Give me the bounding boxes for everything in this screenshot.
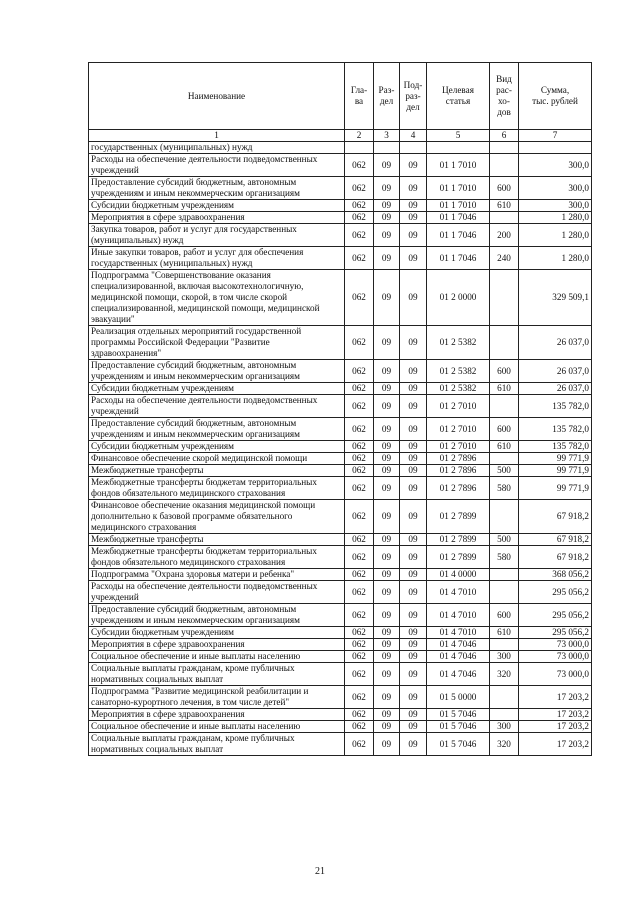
cell-podrazdel: 09 bbox=[400, 733, 427, 756]
column-number: 3 bbox=[374, 130, 400, 142]
cell-sum: 135 782,0 bbox=[519, 418, 592, 441]
cell-target: 01 2 7010 bbox=[427, 441, 490, 453]
cell-sum: 17 203,2 bbox=[519, 733, 592, 756]
cell-razdel: 09 bbox=[374, 627, 400, 639]
cell-podrazdel: 09 bbox=[400, 639, 427, 651]
cell-podrazdel: 09 bbox=[400, 453, 427, 465]
table-body bbox=[89, 142, 592, 756]
cell-sum: 17 203,2 bbox=[519, 709, 592, 721]
page-number: 21 bbox=[315, 866, 325, 877]
cell-sum: 135 782,0 bbox=[519, 441, 592, 453]
table-row bbox=[89, 212, 592, 224]
column-number: 7 bbox=[519, 130, 592, 142]
cell-glava: 062 bbox=[345, 477, 374, 500]
cell-glava: 062 bbox=[345, 383, 374, 395]
table-row bbox=[89, 360, 592, 383]
cell-name: Субсидии бюджетным учреждениям bbox=[89, 627, 345, 639]
cell-target: 01 2 0000 bbox=[427, 270, 490, 326]
cell-target: 01 4 7010 bbox=[427, 604, 490, 627]
header-row bbox=[89, 63, 592, 130]
cell-podrazdel: 09 bbox=[400, 709, 427, 721]
cell-vid: 600 bbox=[490, 360, 519, 383]
cell-vid: 320 bbox=[490, 663, 519, 686]
cell-name: Мероприятия в сфере здравоохранения bbox=[89, 709, 345, 721]
cell-glava: 062 bbox=[345, 686, 374, 709]
table-row bbox=[89, 154, 592, 177]
cell-sum: 67 918,2 bbox=[519, 534, 592, 546]
table-row bbox=[89, 142, 592, 154]
cell-vid: 610 bbox=[490, 200, 519, 212]
table-row bbox=[89, 395, 592, 418]
cell-target: 01 2 7899 bbox=[427, 534, 490, 546]
cell-podrazdel: 09 bbox=[400, 326, 427, 360]
cell-vid bbox=[490, 212, 519, 224]
cell-podrazdel: 09 bbox=[400, 441, 427, 453]
cell-podrazdel: 09 bbox=[400, 395, 427, 418]
cell-podrazdel: 09 bbox=[400, 212, 427, 224]
cell-sum bbox=[519, 142, 592, 154]
column-number: 4 bbox=[400, 130, 427, 142]
cell-glava: 062 bbox=[345, 212, 374, 224]
cell-name: Подпрограмма "Совершенствование оказания специализированной, включая высокотехнологичную, медицинской помощи, скорой, в том числе скорой специализированной, медицинской помощи, медицинской эвакуации" bbox=[89, 270, 345, 326]
cell-name: Подпрограмма "Развитие медицинской реабилитации и санаторно-курортного лечения, в том числе детей" bbox=[89, 686, 345, 709]
cell-name: Подпрограмма "Охрана здоровья матери и ребенка" bbox=[89, 569, 345, 581]
cell-target: 01 2 5382 bbox=[427, 383, 490, 395]
cell-target: 01 2 7896 bbox=[427, 453, 490, 465]
cell-sum: 26 037,0 bbox=[519, 360, 592, 383]
cell-sum: 67 918,2 bbox=[519, 546, 592, 569]
cell-target: 01 2 7010 bbox=[427, 395, 490, 418]
cell-sum: 295 056,2 bbox=[519, 627, 592, 639]
cell-razdel: 09 bbox=[374, 546, 400, 569]
cell-vid: 240 bbox=[490, 247, 519, 270]
table-row bbox=[89, 569, 592, 581]
cell-podrazdel: 09 bbox=[400, 569, 427, 581]
cell-name: Социальные выплаты гражданам, кроме публичных нормативных социальных выплат bbox=[89, 663, 345, 686]
cell-name: Социальное обеспечение и иные выплаты населению bbox=[89, 721, 345, 733]
cell-glava: 062 bbox=[345, 733, 374, 756]
cell-vid: 600 bbox=[490, 177, 519, 200]
cell-glava: 062 bbox=[345, 465, 374, 477]
cell-podrazdel: 09 bbox=[400, 418, 427, 441]
table-row bbox=[89, 477, 592, 500]
header-name: Наименование bbox=[89, 63, 345, 130]
cell-vid bbox=[490, 581, 519, 604]
table-row bbox=[89, 177, 592, 200]
cell-razdel: 09 bbox=[374, 651, 400, 663]
cell-target bbox=[427, 142, 490, 154]
cell-razdel: 09 bbox=[374, 733, 400, 756]
header-podrazdel: Под- раз- дел bbox=[400, 63, 427, 130]
cell-glava: 062 bbox=[345, 360, 374, 383]
cell-podrazdel: 09 bbox=[400, 651, 427, 663]
cell-target: 01 2 7010 bbox=[427, 418, 490, 441]
cell-vid: 500 bbox=[490, 465, 519, 477]
cell-sum: 26 037,0 bbox=[519, 326, 592, 360]
cell-vid bbox=[490, 639, 519, 651]
cell-razdel: 09 bbox=[374, 534, 400, 546]
cell-razdel: 09 bbox=[374, 212, 400, 224]
cell-name: Финансовое обеспечение оказания медицинской помощи дополнительно к базовой программе обязательного медицинского страхования bbox=[89, 500, 345, 534]
table-row bbox=[89, 733, 592, 756]
cell-sum: 135 782,0 bbox=[519, 395, 592, 418]
cell-razdel: 09 bbox=[374, 639, 400, 651]
cell-target: 01 1 7046 bbox=[427, 212, 490, 224]
cell-razdel: 09 bbox=[374, 383, 400, 395]
cell-glava: 062 bbox=[345, 639, 374, 651]
cell-name: Социальное обеспечение и иные выплаты населению bbox=[89, 651, 345, 663]
cell-name: Закупка товаров, работ и услуг для государственных (муниципальных) нужд bbox=[89, 224, 345, 247]
cell-sum: 73 000,0 bbox=[519, 651, 592, 663]
table-row bbox=[89, 383, 592, 395]
cell-sum: 295 056,2 bbox=[519, 581, 592, 604]
header-sum: Сумма, тыс. рублей bbox=[519, 63, 592, 130]
cell-razdel: 09 bbox=[374, 395, 400, 418]
cell-razdel: 09 bbox=[374, 200, 400, 212]
table-row bbox=[89, 500, 592, 534]
cell-sum: 99 771,9 bbox=[519, 465, 592, 477]
cell-podrazdel: 09 bbox=[400, 663, 427, 686]
cell-razdel: 09 bbox=[374, 686, 400, 709]
cell-glava: 062 bbox=[345, 546, 374, 569]
cell-vid: 610 bbox=[490, 441, 519, 453]
cell-name: Субсидии бюджетным учреждениям bbox=[89, 200, 345, 212]
cell-target: 01 2 7896 bbox=[427, 477, 490, 500]
cell-glava: 062 bbox=[345, 651, 374, 663]
cell-target: 01 1 7010 bbox=[427, 177, 490, 200]
cell-target: 01 2 5382 bbox=[427, 326, 490, 360]
cell-podrazdel: 09 bbox=[400, 247, 427, 270]
cell-glava: 062 bbox=[345, 721, 374, 733]
cell-name: Субсидии бюджетным учреждениям bbox=[89, 441, 345, 453]
column-number: 6 bbox=[490, 130, 519, 142]
cell-glava: 062 bbox=[345, 326, 374, 360]
cell-name: Предоставление субсидий бюджетным, автономным учреждениям и иным некоммерческим организациям bbox=[89, 360, 345, 383]
cell-vid: 580 bbox=[490, 546, 519, 569]
cell-glava: 062 bbox=[345, 453, 374, 465]
cell-glava: 062 bbox=[345, 534, 374, 546]
cell-razdel: 09 bbox=[374, 721, 400, 733]
cell-vid: 300 bbox=[490, 721, 519, 733]
header-target: Целевая статья bbox=[427, 63, 490, 130]
cell-glava: 062 bbox=[345, 663, 374, 686]
cell-podrazdel: 09 bbox=[400, 224, 427, 247]
table-row bbox=[89, 465, 592, 477]
cell-vid bbox=[490, 569, 519, 581]
cell-podrazdel bbox=[400, 142, 427, 154]
cell-podrazdel: 09 bbox=[400, 604, 427, 627]
cell-name: Мероприятия в сфере здравоохранения bbox=[89, 639, 345, 651]
cell-target: 01 4 7010 bbox=[427, 581, 490, 604]
cell-vid: 610 bbox=[490, 627, 519, 639]
header-razdel: Раз- дел bbox=[374, 63, 400, 130]
cell-razdel: 09 bbox=[374, 453, 400, 465]
cell-razdel: 09 bbox=[374, 709, 400, 721]
cell-target: 01 1 7046 bbox=[427, 224, 490, 247]
cell-vid bbox=[490, 686, 519, 709]
cell-target: 01 2 7896 bbox=[427, 465, 490, 477]
table-row bbox=[89, 721, 592, 733]
table-row bbox=[89, 627, 592, 639]
header-glava: Гла- ва bbox=[345, 63, 374, 130]
cell-sum: 295 056,2 bbox=[519, 604, 592, 627]
cell-target: 01 2 5382 bbox=[427, 360, 490, 383]
cell-glava: 062 bbox=[345, 154, 374, 177]
cell-vid bbox=[490, 154, 519, 177]
cell-sum: 1 280,0 bbox=[519, 247, 592, 270]
cell-target: 01 5 7046 bbox=[427, 721, 490, 733]
cell-glava: 062 bbox=[345, 395, 374, 418]
cell-razdel: 09 bbox=[374, 441, 400, 453]
cell-name: Мероприятия в сфере здравоохранения bbox=[89, 212, 345, 224]
cell-podrazdel: 09 bbox=[400, 177, 427, 200]
cell-name: Межбюджетные трансферты bbox=[89, 534, 345, 546]
cell-razdel: 09 bbox=[374, 500, 400, 534]
cell-glava: 062 bbox=[345, 247, 374, 270]
cell-name: Предоставление субсидий бюджетным, автономным учреждениям и иным некоммерческим организациям bbox=[89, 418, 345, 441]
cell-target: 01 1 7010 bbox=[427, 154, 490, 177]
cell-target: 01 2 7899 bbox=[427, 546, 490, 569]
cell-vid bbox=[490, 142, 519, 154]
table-row bbox=[89, 224, 592, 247]
document-page bbox=[88, 62, 591, 756]
column-number: 2 bbox=[345, 130, 374, 142]
cell-podrazdel: 09 bbox=[400, 686, 427, 709]
cell-sum: 99 771,9 bbox=[519, 477, 592, 500]
table-row bbox=[89, 453, 592, 465]
header-vid: Вид рас- хо- дов bbox=[490, 63, 519, 130]
cell-name: Предоставление субсидий бюджетным, автономным учреждениям и иным некоммерческим организациям bbox=[89, 177, 345, 200]
cell-target: 01 4 7010 bbox=[427, 627, 490, 639]
cell-vid: 600 bbox=[490, 418, 519, 441]
cell-vid bbox=[490, 453, 519, 465]
cell-vid: 300 bbox=[490, 651, 519, 663]
cell-sum: 329 509,1 bbox=[519, 270, 592, 326]
cell-razdel: 09 bbox=[374, 224, 400, 247]
cell-sum: 17 203,2 bbox=[519, 721, 592, 733]
cell-razdel: 09 bbox=[374, 581, 400, 604]
cell-razdel: 09 bbox=[374, 477, 400, 500]
table-row bbox=[89, 270, 592, 326]
cell-sum: 17 203,2 bbox=[519, 686, 592, 709]
cell-podrazdel: 09 bbox=[400, 581, 427, 604]
cell-vid: 580 bbox=[490, 477, 519, 500]
cell-sum: 73 000,0 bbox=[519, 639, 592, 651]
cell-podrazdel: 09 bbox=[400, 534, 427, 546]
cell-vid: 610 bbox=[490, 383, 519, 395]
table-row bbox=[89, 651, 592, 663]
cell-glava: 062 bbox=[345, 418, 374, 441]
column-number: 1 bbox=[89, 130, 345, 142]
cell-razdel: 09 bbox=[374, 177, 400, 200]
budget-table bbox=[88, 62, 592, 756]
cell-vid: 600 bbox=[490, 604, 519, 627]
cell-vid bbox=[490, 270, 519, 326]
cell-target: 01 4 7046 bbox=[427, 651, 490, 663]
cell-glava: 062 bbox=[345, 627, 374, 639]
cell-razdel bbox=[374, 142, 400, 154]
cell-glava: 062 bbox=[345, 604, 374, 627]
cell-razdel: 09 bbox=[374, 663, 400, 686]
cell-sum: 1 280,0 bbox=[519, 212, 592, 224]
column-number-row bbox=[89, 130, 592, 142]
cell-name: Финансовое обеспечение скорой медицинской помощи bbox=[89, 453, 345, 465]
cell-podrazdel: 09 bbox=[400, 200, 427, 212]
table-row bbox=[89, 326, 592, 360]
cell-vid bbox=[490, 500, 519, 534]
table-row bbox=[89, 686, 592, 709]
cell-sum: 99 771,9 bbox=[519, 453, 592, 465]
cell-podrazdel: 09 bbox=[400, 721, 427, 733]
cell-glava: 062 bbox=[345, 200, 374, 212]
cell-razdel: 09 bbox=[374, 270, 400, 326]
cell-vid: 200 bbox=[490, 224, 519, 247]
table-row bbox=[89, 546, 592, 569]
cell-glava: 062 bbox=[345, 581, 374, 604]
table-row bbox=[89, 604, 592, 627]
cell-glava: 062 bbox=[345, 569, 374, 581]
cell-podrazdel: 09 bbox=[400, 270, 427, 326]
cell-name: Расходы на обеспечение деятельности подведомственных учреждений bbox=[89, 581, 345, 604]
cell-glava: 062 bbox=[345, 500, 374, 534]
cell-razdel: 09 bbox=[374, 604, 400, 627]
cell-name: Межбюджетные трансферты бюджетам территориальных фондов обязательного медицинского страхования bbox=[89, 477, 345, 500]
cell-vid bbox=[490, 326, 519, 360]
cell-razdel: 09 bbox=[374, 569, 400, 581]
cell-name: Реализация отдельных мероприятий государственной программы Российской Федерации "Развитие здравоохранения" bbox=[89, 326, 345, 360]
cell-razdel: 09 bbox=[374, 326, 400, 360]
cell-podrazdel: 09 bbox=[400, 477, 427, 500]
cell-name: Социальные выплаты гражданам, кроме публичных нормативных социальных выплат bbox=[89, 733, 345, 756]
cell-glava: 062 bbox=[345, 270, 374, 326]
cell-vid: 320 bbox=[490, 733, 519, 756]
cell-podrazdel: 09 bbox=[400, 546, 427, 569]
table-row bbox=[89, 639, 592, 651]
cell-podrazdel: 09 bbox=[400, 154, 427, 177]
cell-name: Иные закупки товаров, работ и услуг для обеспечения государственных (муниципальных) нужд bbox=[89, 247, 345, 270]
cell-vid bbox=[490, 709, 519, 721]
cell-target: 01 1 7010 bbox=[427, 200, 490, 212]
cell-sum: 300,0 bbox=[519, 200, 592, 212]
cell-name: государственных (муниципальных) нужд bbox=[89, 142, 345, 154]
cell-razdel: 09 bbox=[374, 247, 400, 270]
cell-sum: 300,0 bbox=[519, 177, 592, 200]
table-row bbox=[89, 200, 592, 212]
cell-target: 01 5 0000 bbox=[427, 686, 490, 709]
cell-vid: 500 bbox=[490, 534, 519, 546]
cell-podrazdel: 09 bbox=[400, 627, 427, 639]
cell-sum: 300,0 bbox=[519, 154, 592, 177]
table-row bbox=[89, 418, 592, 441]
cell-glava: 062 bbox=[345, 709, 374, 721]
cell-name: Расходы на обеспечение деятельности подведомственных учреждений bbox=[89, 395, 345, 418]
cell-sum: 1 280,0 bbox=[519, 224, 592, 247]
cell-podrazdel: 09 bbox=[400, 500, 427, 534]
cell-sum: 67 918,2 bbox=[519, 500, 592, 534]
table-row bbox=[89, 441, 592, 453]
cell-target: 01 1 7046 bbox=[427, 247, 490, 270]
cell-razdel: 09 bbox=[374, 360, 400, 383]
cell-sum: 26 037,0 bbox=[519, 383, 592, 395]
table-row bbox=[89, 247, 592, 270]
column-number: 5 bbox=[427, 130, 490, 142]
cell-vid bbox=[490, 395, 519, 418]
cell-razdel: 09 bbox=[374, 465, 400, 477]
cell-sum: 73 000,0 bbox=[519, 663, 592, 686]
cell-target: 01 5 7046 bbox=[427, 709, 490, 721]
table-row bbox=[89, 581, 592, 604]
cell-name: Предоставление субсидий бюджетным, автономным учреждениям и иным некоммерческим организациям bbox=[89, 604, 345, 627]
cell-razdel: 09 bbox=[374, 418, 400, 441]
cell-target: 01 4 0000 bbox=[427, 569, 490, 581]
cell-name: Субсидии бюджетным учреждениям bbox=[89, 383, 345, 395]
cell-razdel: 09 bbox=[374, 154, 400, 177]
cell-target: 01 4 7046 bbox=[427, 663, 490, 686]
cell-name: Расходы на обеспечение деятельности подведомственных учреждений bbox=[89, 154, 345, 177]
cell-name: Межбюджетные трансферты бюджетам территориальных фондов обязательного медицинского страхования bbox=[89, 546, 345, 569]
cell-target: 01 2 7899 bbox=[427, 500, 490, 534]
cell-glava: 062 bbox=[345, 441, 374, 453]
cell-glava: 062 bbox=[345, 177, 374, 200]
cell-name: Межбюджетные трансферты bbox=[89, 465, 345, 477]
cell-podrazdel: 09 bbox=[400, 360, 427, 383]
cell-podrazdel: 09 bbox=[400, 383, 427, 395]
cell-glava: 062 bbox=[345, 224, 374, 247]
cell-sum: 368 056,2 bbox=[519, 569, 592, 581]
cell-podrazdel: 09 bbox=[400, 465, 427, 477]
cell-target: 01 5 7046 bbox=[427, 733, 490, 756]
cell-glava bbox=[345, 142, 374, 154]
table-row bbox=[89, 534, 592, 546]
table-row bbox=[89, 663, 592, 686]
cell-target: 01 4 7046 bbox=[427, 639, 490, 651]
table-row bbox=[89, 709, 592, 721]
